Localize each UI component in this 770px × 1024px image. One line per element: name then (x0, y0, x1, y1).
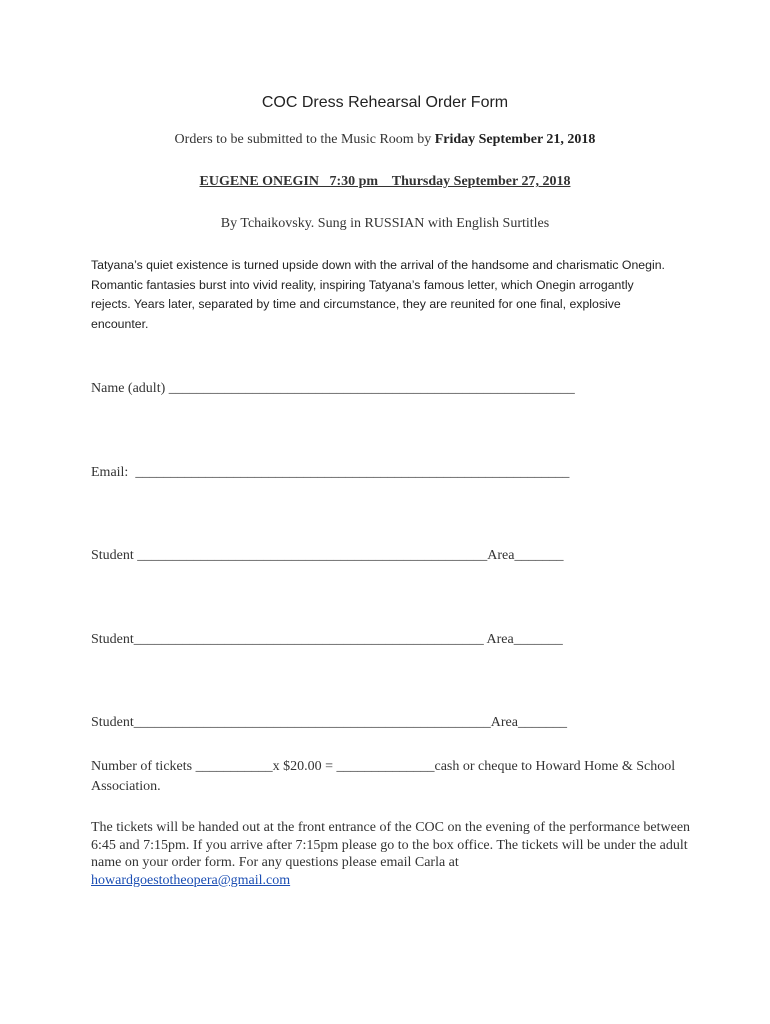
form-title: COC Dress Rehearsal Order Form (261, 94, 509, 111)
student-3-field[interactable]: Student___________________________________________________Area_______ (91, 715, 567, 730)
event-line: EUGENE ONEGIN 7:30 pm Thursday September 27, 2018 (199, 174, 571, 189)
submission-deadline: Friday September 21, 2018 (434, 132, 596, 147)
name-adult-field[interactable]: Name (adult) __________________________________________________________ (91, 381, 575, 396)
footer-paragraph (91, 819, 691, 889)
student-2-field[interactable]: Student__________________________________________________ Area_______ (91, 632, 563, 647)
student-1-field[interactable]: Student __________________________________________________Area_______ (91, 548, 564, 563)
tickets-line[interactable]: Number of tickets ___________x $20.00 = ______________cash or cheque to Howard Home & School Association. (91, 759, 676, 794)
submission-prefix: Orders to be submitted to the Music Room by (174, 132, 435, 147)
footer-text: The tickets will be handed out at the front entrance of the COC on the evening of the performance between 6:45 and 7:15pm. If you arrive after 7:15pm please go to the box office. The tickets will be under the adult name on your order form. For any questions please email Carla at (91, 820, 691, 870)
email-field[interactable]: Email: ______________________________________________________________ (91, 465, 570, 480)
composer-line: By Tchaikovsky. Sung in RUSSIAN with English Surtitles (220, 216, 550, 231)
contact-email-link[interactable]: howardgoestotheopera@gmail.com (91, 872, 291, 888)
submission-deadline-line (0, 132, 770, 148)
synopsis-paragraph: Tatyana’s quiet existence is turned upside down with the arrival of the handsome and charismatic Onegin. Romantic fantasies burst into vivid reality, inspiring Tatyana’s famous letter, which Onegin arrogantly rejects. Years later, separated by time and circumstance, they are reunited for one final, explosive encounter. (91, 258, 665, 331)
